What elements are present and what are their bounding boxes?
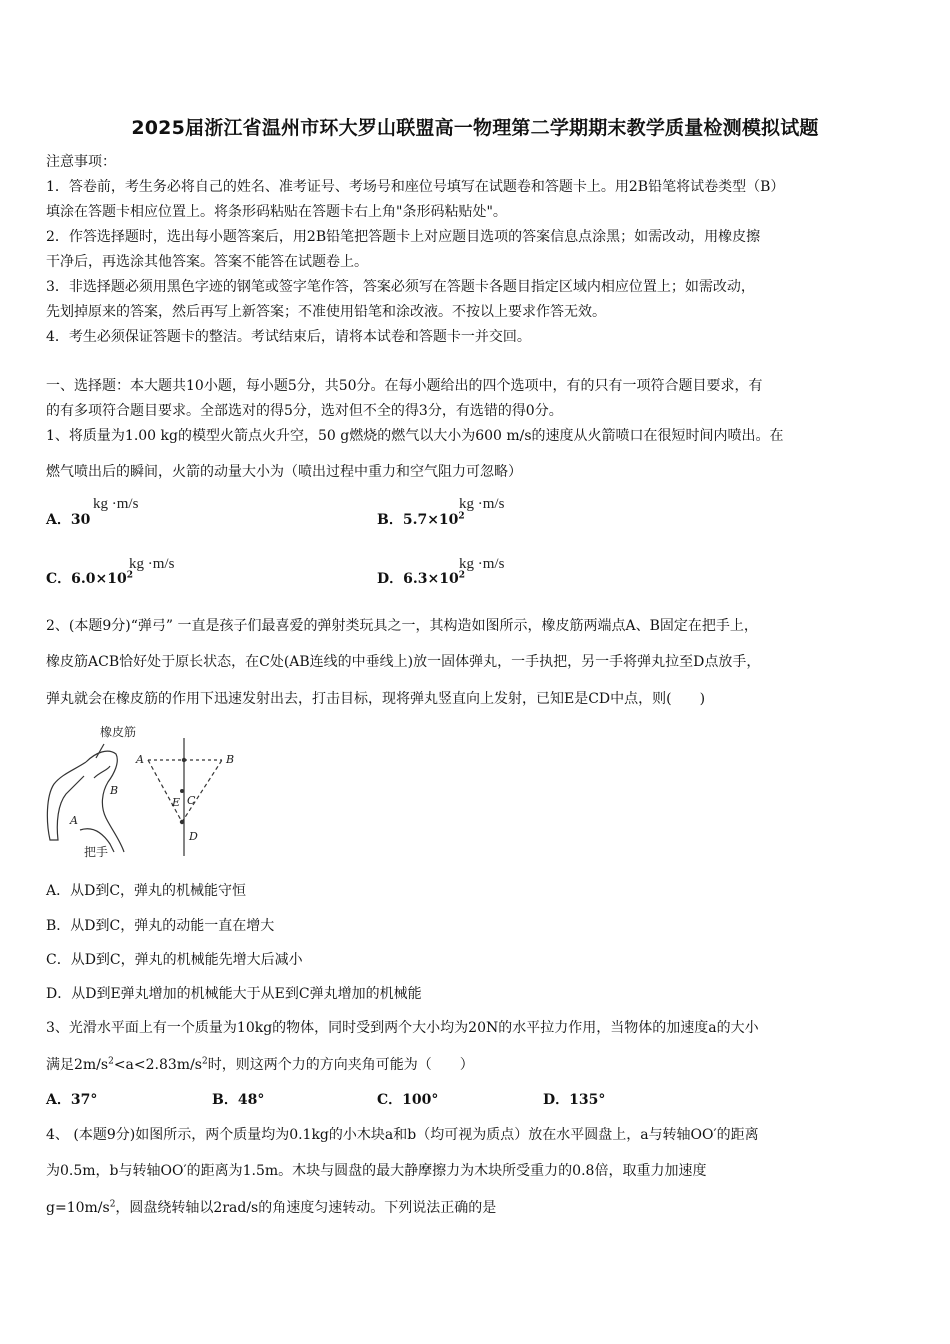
point-e-mark — [180, 789, 184, 793]
q2-option-c: C．从D到C，弹丸的机械能先增大后减小 — [46, 952, 303, 968]
notice-line: 4．考生必须保证答题卡的整洁。考试结束后，请将本试卷和答题卡一并交回。 — [46, 329, 531, 345]
label-e: E — [172, 796, 181, 809]
rubber-triangle — [148, 760, 222, 822]
q2-stem: 2、(本题9分)“弹弓” 一直是孩子们最喜爱的弹射类玩具之一，其构造如图所示，橡皮筋两端点A、B固定在把手上， — [46, 618, 758, 634]
q3-option-c: C．100° — [377, 1092, 439, 1108]
q1-option-d-unit: kg ·m/s — [459, 556, 505, 572]
label-handle-a: A — [70, 814, 78, 827]
q3-option-b: B．48° — [212, 1092, 265, 1108]
label-handle: 把手 — [84, 845, 109, 859]
q3-option-d: D．135° — [543, 1092, 606, 1108]
q3-stem-cont: 满足$2m/s^2<a<2.83m/s^2$时，则这两个力的方向夹角可能为（ ） — [46, 1056, 474, 1073]
q1-option-c: C．$6.0\times 10^2$ — [46, 570, 133, 587]
slingshot-figure — [44, 722, 254, 862]
q1-option-c-unit: kg ·m/s — [129, 556, 175, 572]
notice-line: 3．非选择题必须用黑色字迹的钢笔或签字笔作答，答案必须写在答题卡各题目指定区域内相应位置上；如需改动， — [46, 279, 755, 295]
section-heading-cont: 的有多项符合题目要求。全部选对的得5分，选对但不全的得3分，有选错的得0分。 — [46, 403, 563, 419]
q1-stem: 1、将质量为1.00 kg的模型火箭点火升空，50 g燃烧的燃气以大小为600 m/s的速度从火箭喷口在很短时间内喷出。在 — [46, 428, 784, 444]
q1-stem-cont: 燃气喷出后的瞬间，火箭的动量大小为（喷出过程中重力和空气阻力可忽略） — [46, 464, 522, 480]
notice-line: 1．答卷前，考生务必将自己的姓名、准考证号、考场号和座位号填写在试题卷和答题卡上。用2B铅笔将试卷类型（B） — [46, 179, 785, 195]
label-d: D — [189, 830, 198, 843]
notice-line: 2．作答选择题时，选出每小题答案后，用2B铅笔把答题卡上对应题目选项的答案信息点涂黑；如需改动，用橡皮擦 — [46, 229, 761, 245]
point-d-mark — [180, 820, 184, 824]
label-c: C — [187, 794, 196, 807]
label-rubber-band: 橡皮筋 — [100, 725, 137, 739]
notice-heading: 注意事项： — [46, 154, 116, 170]
q2-stem-cont: 弹丸就会在橡皮筋的作用下迅速发射出去，打击目标，现将弹丸竖直向上发射，已知E是CD中点，则( ) — [46, 691, 706, 707]
slingshot-arm-left — [47, 762, 86, 840]
point-c-mark — [182, 758, 186, 762]
notice-line: 先划掉原来的答案，然后再写上新答案；不准使用铅笔和涂改液。不按以上要求作答无效。 — [46, 304, 606, 320]
q3-stem: 3、光滑水平面上有一个质量为10kg的物体，同时受到两个大小均为20N的水平拉力作用，当物体的加速度a的大小 — [46, 1020, 759, 1036]
slingshot-arm-inner — [94, 766, 110, 778]
label-handle-b: B — [110, 784, 119, 797]
q4-stem: 4、 (本题9分)如图所示，两个质量均为0.1kg的小木块a和b（均可视为质点）放在水平圆盘上，a与转轴OO′的距离 — [46, 1127, 759, 1143]
notice-line: 填涂在答题卡相应位置上。将条形码粘贴在答题卡右上角"条形码粘贴处"。 — [46, 204, 507, 220]
q1-option-a-unit: kg ·m/s — [93, 496, 139, 512]
notice-line: 干净后，再选涂其他答案。答案不能答在试题卷上。 — [46, 254, 368, 270]
q1-option-d: D．$6.3\times 10^2$ — [377, 570, 465, 587]
q3-option-a: A．37° — [46, 1092, 98, 1108]
section-heading: 一、选择题：本大题共10小题，每小题5分，共50分。在每小题给出的四个选项中，有的只有一项符合题目要求，有 — [46, 378, 763, 394]
page-title: 2025届浙江省温州市环大罗山联盟高一物理第二学期期末教学质量检测模拟试题 — [131, 117, 819, 139]
q2-stem-cont: 橡皮筋ACB恰好处于原长状态，在C处(AB连线的中垂线上)放一固体弹丸，一手执把，另一手将弹丸拉至D点放手， — [46, 654, 761, 670]
q1-option-a: A．30 — [46, 512, 91, 528]
label-b: B — [226, 753, 235, 766]
q2-option-d: D．从D到E弹丸增加的机械能大于从E到C弹丸增加的机械能 — [46, 986, 422, 1002]
q2-option-a: A．从D到C，弹丸的机械能守恒 — [46, 883, 247, 899]
label-a: A — [136, 753, 144, 766]
q4-stem-cont: $g=10m/s^2$，圆盘绕转轴以2rad/s的角速度匀速转动。下列说法正确的是 — [46, 1199, 497, 1216]
q2-option-b: B．从D到C，弹丸的动能一直在增大 — [46, 918, 275, 934]
q1-option-b: B．$5.7\times 10^2$ — [377, 511, 465, 528]
q4-stem-cont: 为0.5m，b与转轴OO′的距离为1.5m。木块与圆盘的最大静摩擦力为木块所受重力的0.8倍，取重力加速度 — [46, 1163, 707, 1179]
rubber-pointer — [96, 744, 104, 758]
q1-option-b-unit: kg ·m/s — [459, 496, 505, 512]
